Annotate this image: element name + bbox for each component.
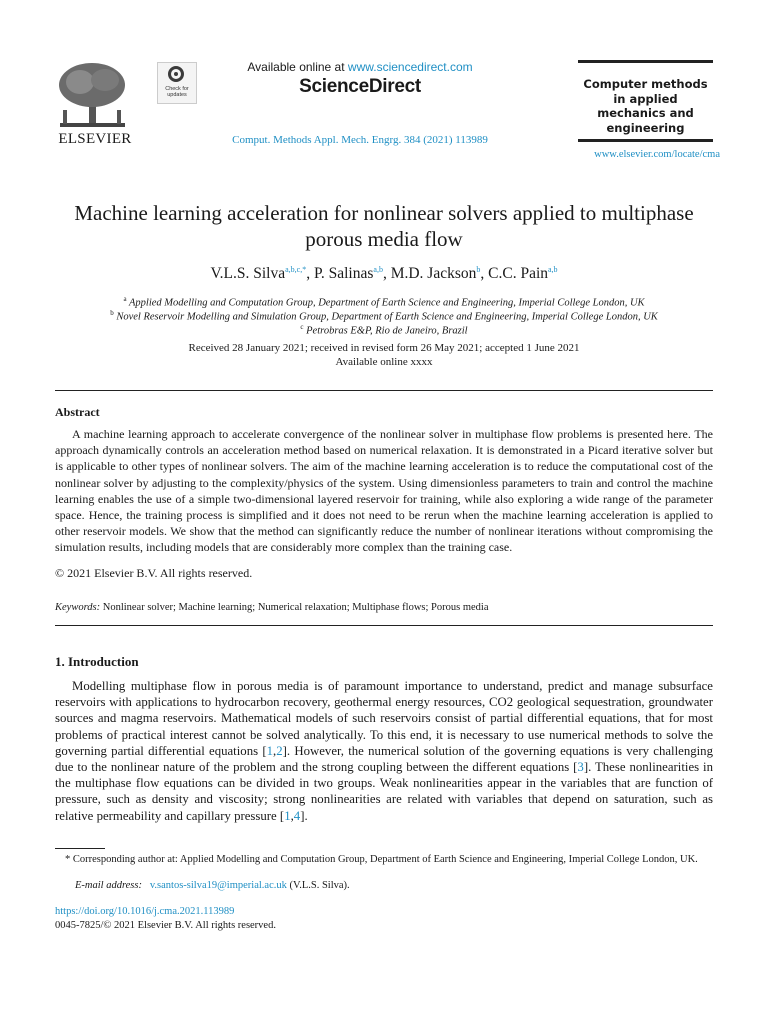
available-online-prefix: Available online at [247, 60, 348, 74]
author-separator: , [480, 265, 489, 283]
abstract-text: A machine learning approach to accelerate convergence of the nonlinear solver in multiphase flow problems is presented here. The approach dynamically controls an acceleration method based on numerical relaxation. It is demonstrated in a Picard iterative solver but is applicable to other types of nonlinear solvers. The aim of the machine learning acceleration is to reduce the computational cost of the nonlinear solver by adjusting to the complexity/physics of the system. Using dimensionless parameters to train and control the machine learning enables the use of a simple two-dimensional layered reservoir for training, while also exploring a wide range of the parameter space. Hence, the training process is simplified and it does not need to be rerun when the machine learning acceleration is applied to other reservoir models. We show that the method can significantly reduce the number of nonlinear iterations without compromising the simulation results, including models that are considerably more complex than the training case. [55, 427, 713, 555]
author-affiliation-marker[interactable]: b [476, 265, 481, 274]
author-name: P. Salinas [313, 265, 374, 283]
author-name: M.D. Jackson [390, 265, 477, 283]
corresponding-author-footnote: * Corresponding author at: Applied Modelling and Computation Group, Department of Earth Science and Engineering, Imperial College London, UK. [65, 854, 698, 865]
elsevier-tree-logo [55, 60, 130, 130]
journal-reference[interactable]: Comput. Methods Appl. Mech. Engrg. 384 (2021) 113989 [232, 134, 488, 146]
publisher-name: ELSEVIER [58, 131, 132, 147]
author-name: V.L.S. Silva [210, 265, 286, 283]
affiliation-text: Novel Reservoir Modelling and Simulation Group, Department of Earth Science and Engineering, Imperial College London, UK [116, 311, 658, 323]
received-dates: Received 28 January 2021; received in revised form 26 May 2021; accepted 1 June 2021 [188, 342, 580, 354]
divider [55, 390, 713, 391]
crossmark-label: Check for updates [165, 86, 189, 98]
available-online-line [230, 60, 490, 74]
available-online-date: Available online xxxx [335, 356, 433, 368]
affiliation [60, 295, 708, 309]
journal-title: Computer methods in applied mechanics and engineering [583, 77, 708, 135]
affiliation-text: Petrobras E&P, Rio de Janeiro, Brazil [306, 325, 468, 337]
author-name: C.C. Pain [488, 265, 548, 283]
affiliation-marker: a [123, 295, 127, 303]
section-heading: 1. Introduction [55, 654, 139, 669]
doi-link[interactable]: https://doi.org/10.1016/j.cma.2021.113989 [55, 906, 235, 917]
email-link[interactable]: v.santos-silva19@imperial.ac.uk [149, 880, 287, 891]
citation-link[interactable]: 2 [276, 743, 283, 758]
divider [55, 625, 713, 626]
paragraph-text: ]. These nonlinearities in the multiphase flow equations can be divided in two groups. Weak nonlinearities appear in the variables that are function of pressure, such as density and viscosity; strong nonlinearities are related with variables that depend on saturation, such as relative permeability and capillary pressure [ [55, 760, 713, 823]
email-footnote [75, 880, 350, 891]
affiliation-text: Applied Modelling and Computation Group, Department of Earth Science and Engineering, Imperial College London, UK [129, 297, 645, 309]
citation-link[interactable]: 3 [577, 760, 584, 775]
author-separator: , [382, 265, 391, 283]
citation-link[interactable]: 1 [284, 808, 291, 823]
author-affiliation-marker[interactable]: a,b [373, 265, 383, 274]
platform-name: ScienceDirect [299, 76, 421, 97]
author-list [60, 265, 708, 283]
author-separator: , [306, 265, 314, 283]
introduction-paragraph: Modelling multiphase flow in porous media is of paramount importance to understand, predict and manage subsurface reservoirs with applications to hydrocarbon recovery, geothermal energy resources, CO2 geological sequestration, groundwater sources and magma reservoirs. Mathematical models of such reservoirs consist of partial differential equations, that for most problems of practical interest cannot be solved analytically. To this end, it is necessary to use numerical methods to solve the governing partial differential equations [1,2]. However, the numerical solution of the governing equations is very challenging due to the nonlinear nature of the problem and the strong coupling between the different equations [3]. These nonlinearities in the multiphase flow equations can be divided in two groups. Weak nonlinearities appear in the variables that are function of pressure, such as density and viscosity; strong nonlinearities are related with variables that depend on saturation, such as relative permeability and capillary pressure [1,4]. [55, 679, 713, 823]
paragraph-text: ]. [300, 808, 308, 823]
abstract-copyright: © 2021 Elsevier B.V. All rights reserved. [55, 566, 253, 580]
paragraph-text: Modelling multiphase flow in porous media is of paramount importance to understand, predict and manage subsurface reservoirs with applications to hydrocarbon recovery, geothermal energy resources, CO2 geological sequestration, groundwater sources and magma reservoirs. Mathematical models of such reservoirs consist of partial differential equations, that for most problems of practical interest cannot be solved analytically. To this end, it is necessary to use numerical methods to solve the governing partial differential equations [ [55, 679, 713, 758]
issn-copyright: 0045-7825/© 2021 Elsevier B.V. All rights reserved. [55, 920, 276, 931]
affiliation [60, 323, 708, 337]
email-owner: (V.L.S. Silva). [289, 880, 350, 891]
footnote-divider [55, 848, 105, 849]
author-affiliation-marker[interactable]: a,b,c,* [285, 265, 307, 274]
email-label: E-mail address: [75, 880, 142, 891]
crossmark-icon [168, 66, 184, 82]
check-for-updates-badge[interactable] [157, 62, 197, 104]
paragraph-text: ]. However, the numerical solution of the governing equations is very challenging due to the nonlinear nature of the problem and the strong coupling between the different equations [ [55, 743, 713, 775]
sciencedirect-link[interactable]: www.sciencedirect.com [347, 60, 473, 74]
citation-link[interactable]: 1 [266, 743, 274, 758]
article-title: Machine learning acceleration for nonlinear solvers applied to multiphase porous media flow [74, 201, 694, 251]
journal-url-link[interactable]: www.elsevier.com/locate/cma [594, 149, 720, 160]
keywords-text: Nonlinear solver; Machine learning; Numerical relaxation; Multiphase flows; Porous media [102, 602, 489, 613]
affiliation-marker: c [300, 323, 304, 331]
author-affiliation-marker[interactable]: a,b [548, 265, 558, 274]
keywords-label: Keywords: [55, 602, 101, 613]
affiliation [60, 309, 708, 323]
keywords [55, 602, 713, 613]
affiliation-marker: b [110, 309, 114, 317]
citation-link[interactable]: 4 [293, 808, 301, 823]
abstract-heading: Abstract [55, 405, 100, 419]
